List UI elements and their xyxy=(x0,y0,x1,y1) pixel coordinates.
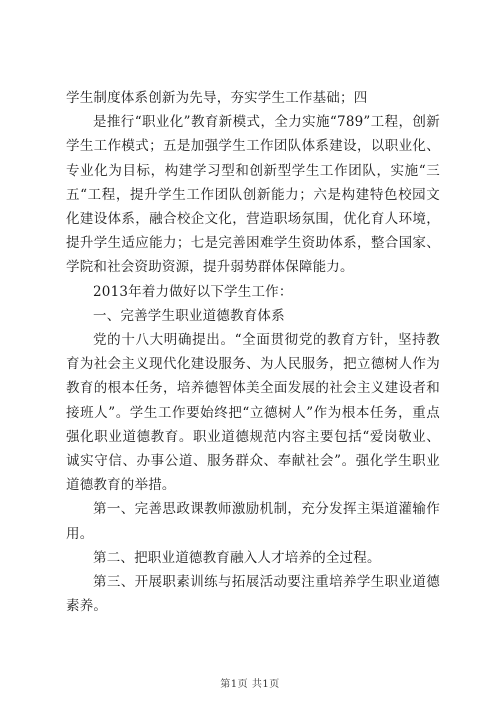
section-heading: 一、完善学生职业道德教育体系 xyxy=(93,307,285,324)
paragraph-4: 党的十八大明确提出。“全面贯彻党的教育方针，坚持教育为社会主义现代化建设服务、为人民服务，把立德树人作为教育的根本任务，培养德智体美全面发展的社会主义建设者和接班人”。学生工作要始终把“立德树人”作为根本任务，重点强化职业道德教育。职业道德规范内容主要包括“爱岗敬业、诚实守信、办事公道、服务群众、奉献社会”。强化学生职业道德教育的举措。 xyxy=(66,332,440,494)
paragraph-1: 学生制度体系创新为先导，夯实学生工作基础；四 xyxy=(66,90,368,106)
list-item-3: 第三、开展职素训练与拓展活动要注重培养学生职业道德素养。 xyxy=(66,574,440,615)
list-item-1: 第一、完善思政课教师激励机制，充分发挥主渠道灌输作用。 xyxy=(66,501,440,542)
document-body xyxy=(66,86,440,618)
paragraph-2: 是推行“职业化”教育新模式，全力实施“789”工程，创新学生工作模式；五是加强学生工作团队体系建设，以职业化、专业化为目标，构建学习型和创新型学生工作团队，实施“三五“工程，提升学生工作团队创新能力；六是构建特色校园文化建设体系，融合校企文化，营造职场氛围，优化育人环境，提升学生适应能力；七是完善困难学生资助体系，整合国家、学院和社会资助资源，提升弱势群体保障能力。 xyxy=(66,114,440,276)
list-item-2: 第二、把职业道德教育融入人才培养的全过程。 xyxy=(93,549,381,566)
paragraph-3: 2013年着力做好以下学生工作： xyxy=(93,283,293,300)
page-footer: 第1页 共1页 xyxy=(220,679,280,690)
